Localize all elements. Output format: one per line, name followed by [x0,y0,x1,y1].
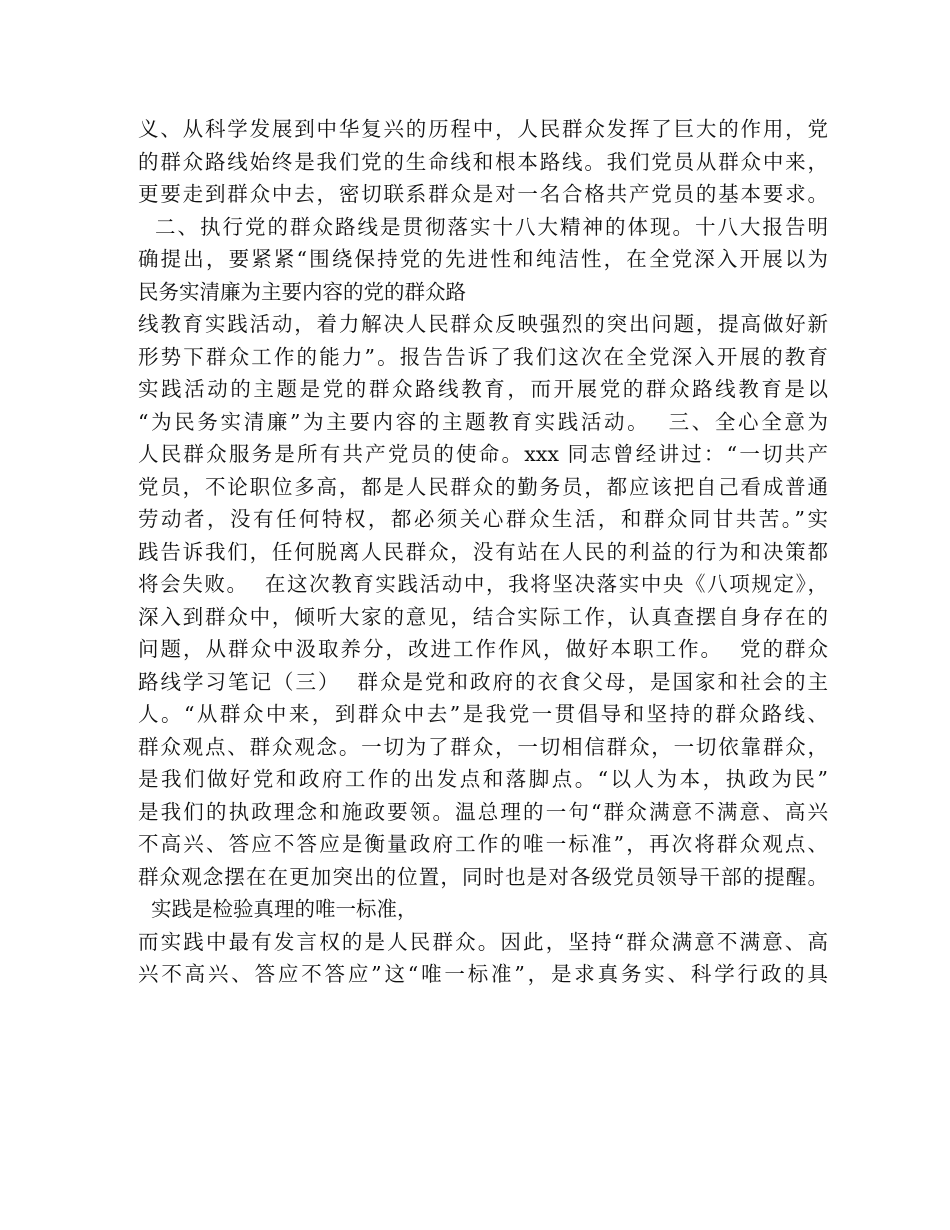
text-line-2: 的群众路线始终是我们党的生命线和根本路线。我们党员从群众中来， [138,149,828,174]
text-line-16: 深入到群众中，倾听大家的意见，结合实际工作，认真查摆自身存在的 [138,604,828,629]
text-line-3: 更要走到群众中去，密切联系群众是对一名合格共产党员的基本要求。 [138,182,828,206]
text-line-21: 是我们做好党和政府工作的出发点和落脚点。“以人为本，执政为民” [138,767,828,791]
text-line-25: 实践是检验真理的唯一标准， [138,897,418,921]
text-line-27: 兴不高兴、答应不答应”这“唯一标准”，是求真务实、科学行政的具 [138,962,828,986]
text-line-5: 确提出，要紧紧“围绕保持党的先进性和纯洁性，在全党深入开展以为 [138,247,828,271]
text-line-20: 群众观点、群众观念。一切为了群众，一切相信群众，一切依靠群众， [138,734,828,759]
text-line-12: 党员，不论职位多高，都是人民群众的勤务员，都应该把自己看成普通 [138,474,828,499]
text-line-15: 将会失败。 在这次教育实践活动中，我将坚决落实中央《八项规定》， [138,572,828,596]
text-line-22: 是我们的执政理念和施政要领。温总理的一句“群众满意不满意、高兴 [138,799,828,824]
text-line-4: 二、执行党的群众路线是贯彻落实十八大精神的体现。十八大报告明 [138,214,828,239]
text-line-14: 践告诉我们，任何脱离人民群众，没有站在人民的利益的行为和决策都 [138,539,828,564]
text-line-18: 路线学习笔记（三） 群众是党和政府的衣食父母，是国家和社会的主 [138,669,828,694]
text-line-7: 线教育实践活动，着力解决人民群众反映强烈的突出问题，提高做好新 [138,312,828,336]
text-line-24: 群众观念摆在在更加突出的位置，同时也是对各级党员领导干部的提醒。 [138,864,828,889]
text-line-6: 民务实清廉为主要内容的党的群众路 [138,279,466,304]
text-line-13: 劳动者，没有任何特权，都必须关心群众生活，和群众同甘共苦。”实 [138,507,828,531]
text-line-9: 实践活动的主题是党的群众路线教育，而开展党的群众路线教育是以 [138,377,828,401]
text-line-23: 不高兴、答应不答应是衡量政府工作的唯一标准”，再次将群众观点、 [138,832,828,856]
text-line-10: “为民务实清廉”为主要内容的主题教育实践活动。 三、全心全意为 [138,409,828,434]
text-line-17: 问题，从群众中汲取养分，改进工作作风，做好本职工作。 党的群众 [138,637,828,661]
text-line-8: 形势下群众工作的能力”。报告告诉了我们这次在全党深入开展的教育 [138,344,828,369]
document-body [138,113,828,991]
text-line-26: 而实践中最有发言权的是人民群众。因此，坚持“群众满意不满意、高 [138,929,828,954]
text-line-1: 义、从科学发展到中华复兴的历程中，人民群众发挥了巨大的作用，党 [138,117,828,141]
text-line-19: 人。“从群众中来，到群众中去”是我党一贯倡导和坚持的群众路线、 [138,702,828,726]
text-line-11: 人民群众服务是所有共产党员的使命。xxx 同志曾经讲过：“一切共产 [138,442,828,466]
